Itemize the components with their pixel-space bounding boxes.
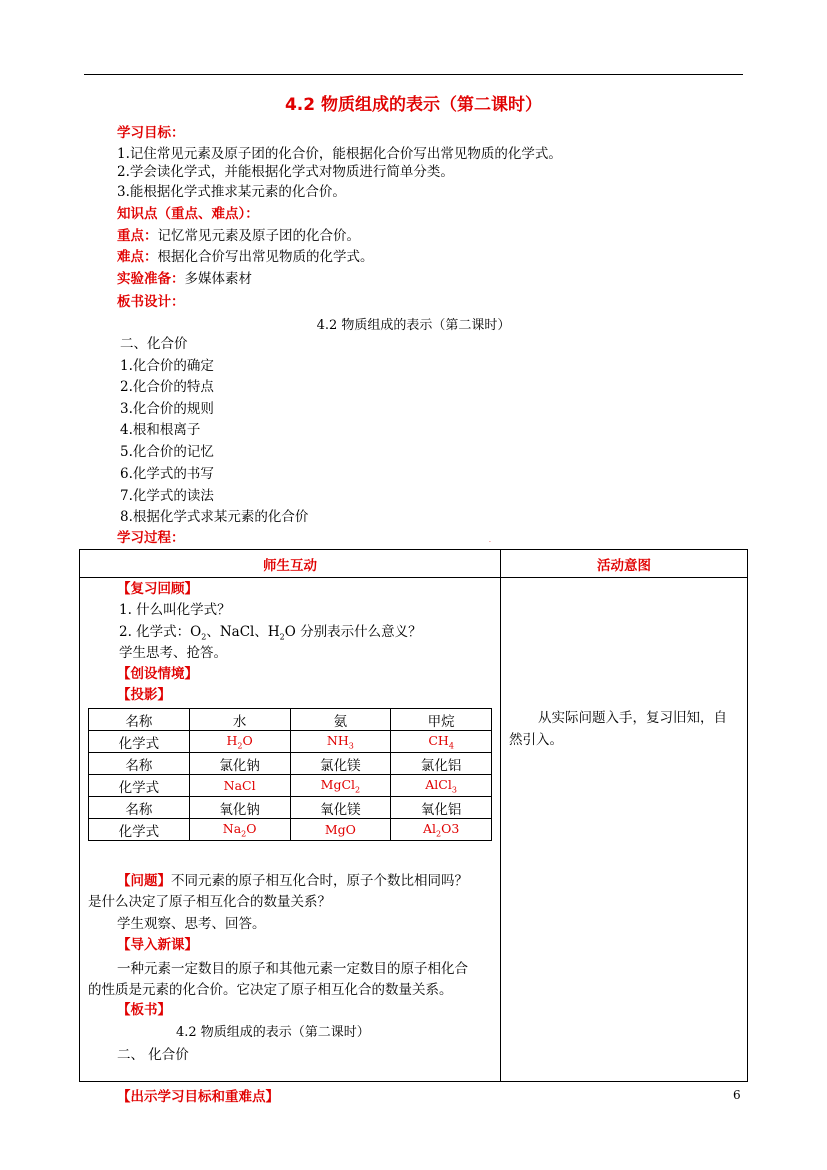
board-item-8: 8.根据化学式求某元素的化合价 bbox=[120, 509, 309, 525]
table-row: 名称 氧化钠 氧化镁 氧化铝 bbox=[89, 797, 492, 819]
formula-h2o: $H_2O$ bbox=[189, 731, 290, 753]
formula-mgcl2: MgCl$_2$ bbox=[290, 775, 391, 797]
board-item-7: 7.化学式的读法 bbox=[120, 488, 214, 504]
difficulty-text: 根据化合价写出常见物质的化学式。 bbox=[157, 249, 374, 265]
intro-label: 【导入新课】 bbox=[117, 937, 198, 953]
board-line-2: 二、 化合价 bbox=[117, 1047, 189, 1063]
decorative-dot: . bbox=[489, 537, 491, 544]
board-line-1: 4.2 物质组成的表示（第二课时） bbox=[176, 1025, 370, 1040]
board-tag: 【板书】 bbox=[117, 1002, 171, 1018]
difficulty-line bbox=[117, 248, 374, 266]
show-label: 【出示学习目标和重难点】 bbox=[117, 1089, 279, 1105]
projection-label: 【投影】 bbox=[117, 687, 171, 703]
page-title: 4.2 物质组成的表示（第二课时） bbox=[284, 95, 543, 115]
formula-mgo: MgO bbox=[290, 819, 391, 841]
projection-table bbox=[88, 708, 492, 841]
question-line: 【问题】不同元素的原子相互化合时，原子个数比相同吗？ bbox=[117, 873, 468, 889]
process-table bbox=[79, 549, 748, 1105]
board-item-6: 6.化学式的书写 bbox=[120, 466, 214, 482]
page-number: 6 bbox=[733, 1088, 741, 1102]
formula-na2o: $Na_2O$ bbox=[189, 819, 290, 841]
objective-1: 1.记住常见元素及原子团的化合价，能根据化合价写出常见物质的化学式。 bbox=[117, 146, 562, 162]
difficulty-label: 难点： bbox=[117, 249, 158, 265]
table-row: 化学式 $Na_2O$ MgO $Al_2O3$ bbox=[89, 819, 492, 841]
review-answer: 学生思考、抢答。 bbox=[119, 645, 227, 661]
formula-nh3: $NH_3$ bbox=[290, 731, 391, 753]
observe-line: 学生观察、思考、回答。 bbox=[117, 916, 266, 932]
scene-label: 【创设情境】 bbox=[117, 666, 198, 682]
interaction-cell bbox=[80, 578, 501, 1105]
formula-ch4: $CH_4$ bbox=[391, 731, 492, 753]
focus-label: 重点： bbox=[117, 228, 158, 244]
formula-al2o3: $Al_2O3$ bbox=[391, 819, 492, 841]
objective-2: 2.学会读化学式，并能根据化学式对物质进行简单分类。 bbox=[117, 164, 454, 180]
focus-text: 记忆常见元素及原子团的化合价。 bbox=[157, 228, 360, 244]
review-q2: 2. 化学式：$O_2$、NaCl、$H_2O$ 分别表示什么意义？ bbox=[119, 624, 422, 642]
prep-line bbox=[117, 270, 252, 288]
col-header-interaction: 师生互动 bbox=[80, 550, 501, 578]
intro-line-2: 的性质是元素的化合价。它决定了原子相互化合的数量关系。 bbox=[88, 982, 453, 998]
focus-line bbox=[117, 227, 360, 245]
board-item-3: 3.化合价的规则 bbox=[120, 401, 214, 417]
intro-line-1: 一种元素一定数目的原子和其他元素一定数目的原子相化合 bbox=[117, 961, 468, 977]
board-item-5: 5.化合价的记忆 bbox=[120, 444, 214, 460]
review-label: 【复习回顾】 bbox=[117, 581, 198, 597]
board-item-0: 二、化合价 bbox=[120, 336, 188, 352]
board-label: 板书设计： bbox=[117, 294, 185, 310]
board-item-1: 1.化合价的确定 bbox=[120, 358, 214, 374]
formula-alcl3: AlCl$_3$ bbox=[391, 775, 492, 797]
objectives-label: 学习目标： bbox=[117, 125, 185, 141]
prep-label: 实验准备： bbox=[117, 271, 185, 287]
intent-cell bbox=[501, 578, 748, 1082]
board-title: 4.2 物质组成的表示（第二课时） bbox=[316, 318, 511, 333]
objective-3: 3.能根据化学式推求某元素的化合价。 bbox=[117, 184, 346, 200]
table-row: 化学式 NaCl MgCl$_2$ AlCl$_3$ bbox=[89, 775, 492, 797]
formula-nacl: NaCl bbox=[189, 775, 290, 797]
review-q1: 1. 什么叫化学式？ bbox=[119, 602, 231, 618]
keypoints-label: 知识点（重点、难点）： bbox=[117, 206, 259, 222]
header-rule bbox=[84, 74, 743, 75]
intent-line-1: 从实际问题入手，复习旧知，自 bbox=[538, 710, 727, 726]
question-line-2: 是什么决定了原子相互化合的数量关系？ bbox=[88, 894, 331, 910]
prep-text: 多媒体素材 bbox=[184, 271, 252, 287]
table-row: 名称 氯化钠 氯化镁 氯化铝 bbox=[89, 753, 492, 775]
table-row: 化学式 $H_2O$ $NH_3$ $CH_4$ bbox=[89, 731, 492, 753]
table-row: 名称 水 氨 甲烷 bbox=[89, 709, 492, 731]
col-header-intent: 活动意图 bbox=[501, 550, 748, 578]
board-item-4: 4.根和根离子 bbox=[120, 422, 201, 438]
board-item-2: 2.化合价的特点 bbox=[120, 379, 214, 395]
process-label: 学习过程： bbox=[117, 530, 185, 546]
intent-line-2: 然引入。 bbox=[509, 732, 563, 748]
